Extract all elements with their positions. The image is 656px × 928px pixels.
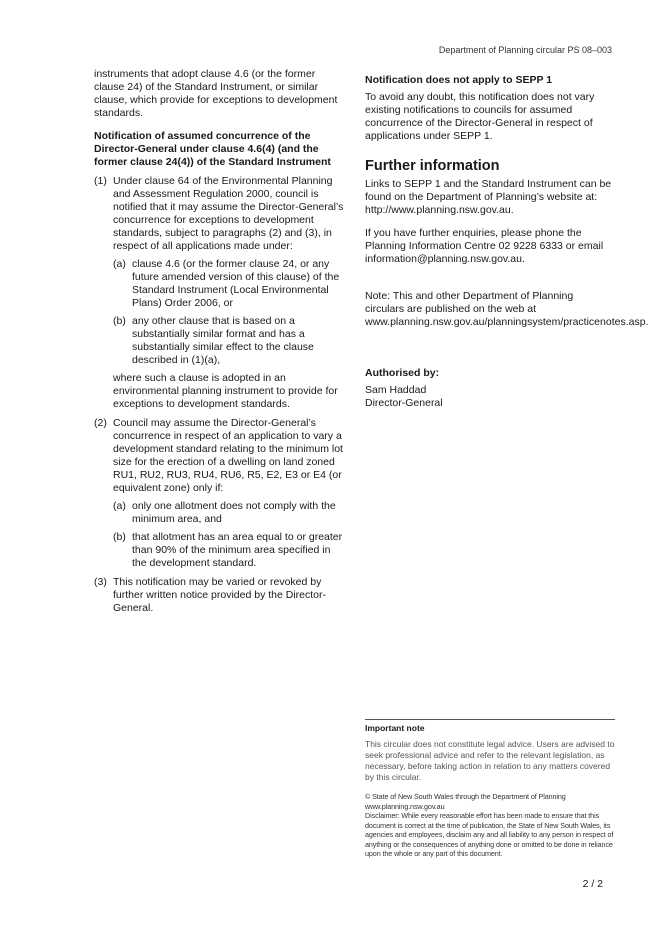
sub-item-1b [113,315,346,367]
intro-paragraph: instruments that adopt clause 4.6 (or the former clause 24) of the Standard Instrument, or similar clause, which provide for exceptions to development standards. [94,68,338,119]
disclaimer-text: Disclaimer: While every reasonable effort has been made to ensure that this document is correct at the time of publication, the State of New South Wales, its agencies and employees, disclaim any and all liability to any person in respect of anything or the consequences of anything done or omitted to be done in reliance upon the whole or any part of this document. [365,811,614,858]
sub-item-text: clause 4.6 (or the former clause 24, or any future amended version of this clause) of the Standard Instrument (Local Environmental Plans) Order 2006, or [132,258,340,309]
list-item-1 [94,175,346,411]
sub-item-2b [113,531,346,570]
copyright-line: © State of New South Wales through the Department of Planning [365,792,566,801]
further-information-heading: Further information [365,158,500,174]
circular-header: Department of Planning circular PS 08–003 [438,45,612,55]
sub-item-text: that allotment has an area equal to or greater than 90% of the minimum area specified in the development standard. [132,531,343,569]
website-line: www.planning.nsw.gov.au [365,801,445,811]
list-item-number: (1) [94,175,107,187]
page-number: 2 / 2 [582,878,603,890]
important-note-text: This circular does not constitute legal advice. Users are advised to seek professional advice and refer to the relevant legislation, as necessary, before taking action in relation to any matters covered by this circular. [365,739,615,782]
list-item-number: (3) [94,576,107,588]
sub-item-number: (a) [113,500,126,512]
links-text: Links to SEPP 1 and the Standard Instrument can be found on the Department of Planning’s website at: http://www.planning.nsw.gov.au. [365,178,612,216]
sepp-text: To avoid any doubt, this notification does not vary existing notifications to councils for assumed concurrence of the Director-General in respect of applications under SEPP 1. [365,91,595,142]
sub-item-number: (b) [113,531,126,543]
list-item-3 [94,576,346,615]
list-item-2 [94,417,346,570]
list-item-text: Council may assume the Director-General’s concurrence in respect of an application to vary a development standard relating to the minimum lot size for the erection of a dwelling on land zoned RU1, RU2, RU3, RU4, RU6, R5, E2, E3 or E4 (or equivalent zone) only if: [113,417,343,494]
note-text: Note: This and other Department of Planning circulars are published on the web at www.planning.nsw.gov.au/planningsystem/practicenotes.asp. [365,290,649,328]
list-item-text: This notification may be varied or revoked by further written notice provided by the Director-General. [113,576,327,614]
list-item-after-text: where such a clause is adopted in an environmental planning instrument to provide for exceptions to development standards. [113,372,338,410]
important-note-title: Important note [365,723,425,733]
right-column [365,74,649,410]
list-item-number: (2) [94,417,107,429]
sub-item-text: only one allotment does not comply with the minimum area, and [132,500,336,525]
authorised-title: Director-General [365,397,443,409]
enquiries-text: If you have further enquiries, please phone the Planning Information Centre 02 9228 6333 or email information@planning.nsw.gov.au. [365,227,604,265]
important-note-box [365,719,615,859]
sub-item-number: (b) [113,315,126,327]
sub-item-number: (a) [113,258,126,270]
sepp-heading: Notification does not apply to SEPP 1 [365,74,553,86]
list-item-text: Under clause 64 of the Environmental Planning and Assessment Regulation 2000, council is notified that it may assume the Director-General’s concurrence for exceptions to development standards, subject to paragraphs (2) and (3), in respect of all applications made under: [113,175,344,252]
sub-item-text: any other clause that is based on a substantially similar format and has a substantially similar effect to the clause described in (1)(a), [132,315,314,366]
sub-item-1a [113,258,346,310]
authorised-label: Authorised by: [365,367,440,379]
left-column [94,68,346,615]
authorised-name: Sam Haddad [365,384,427,396]
sub-item-2a [113,500,346,526]
notification-heading: Notification of assumed concurrence of the Director-General under clause 4.6(4) (and the former clause 24(4)) of the Standard Instrument [94,130,331,168]
